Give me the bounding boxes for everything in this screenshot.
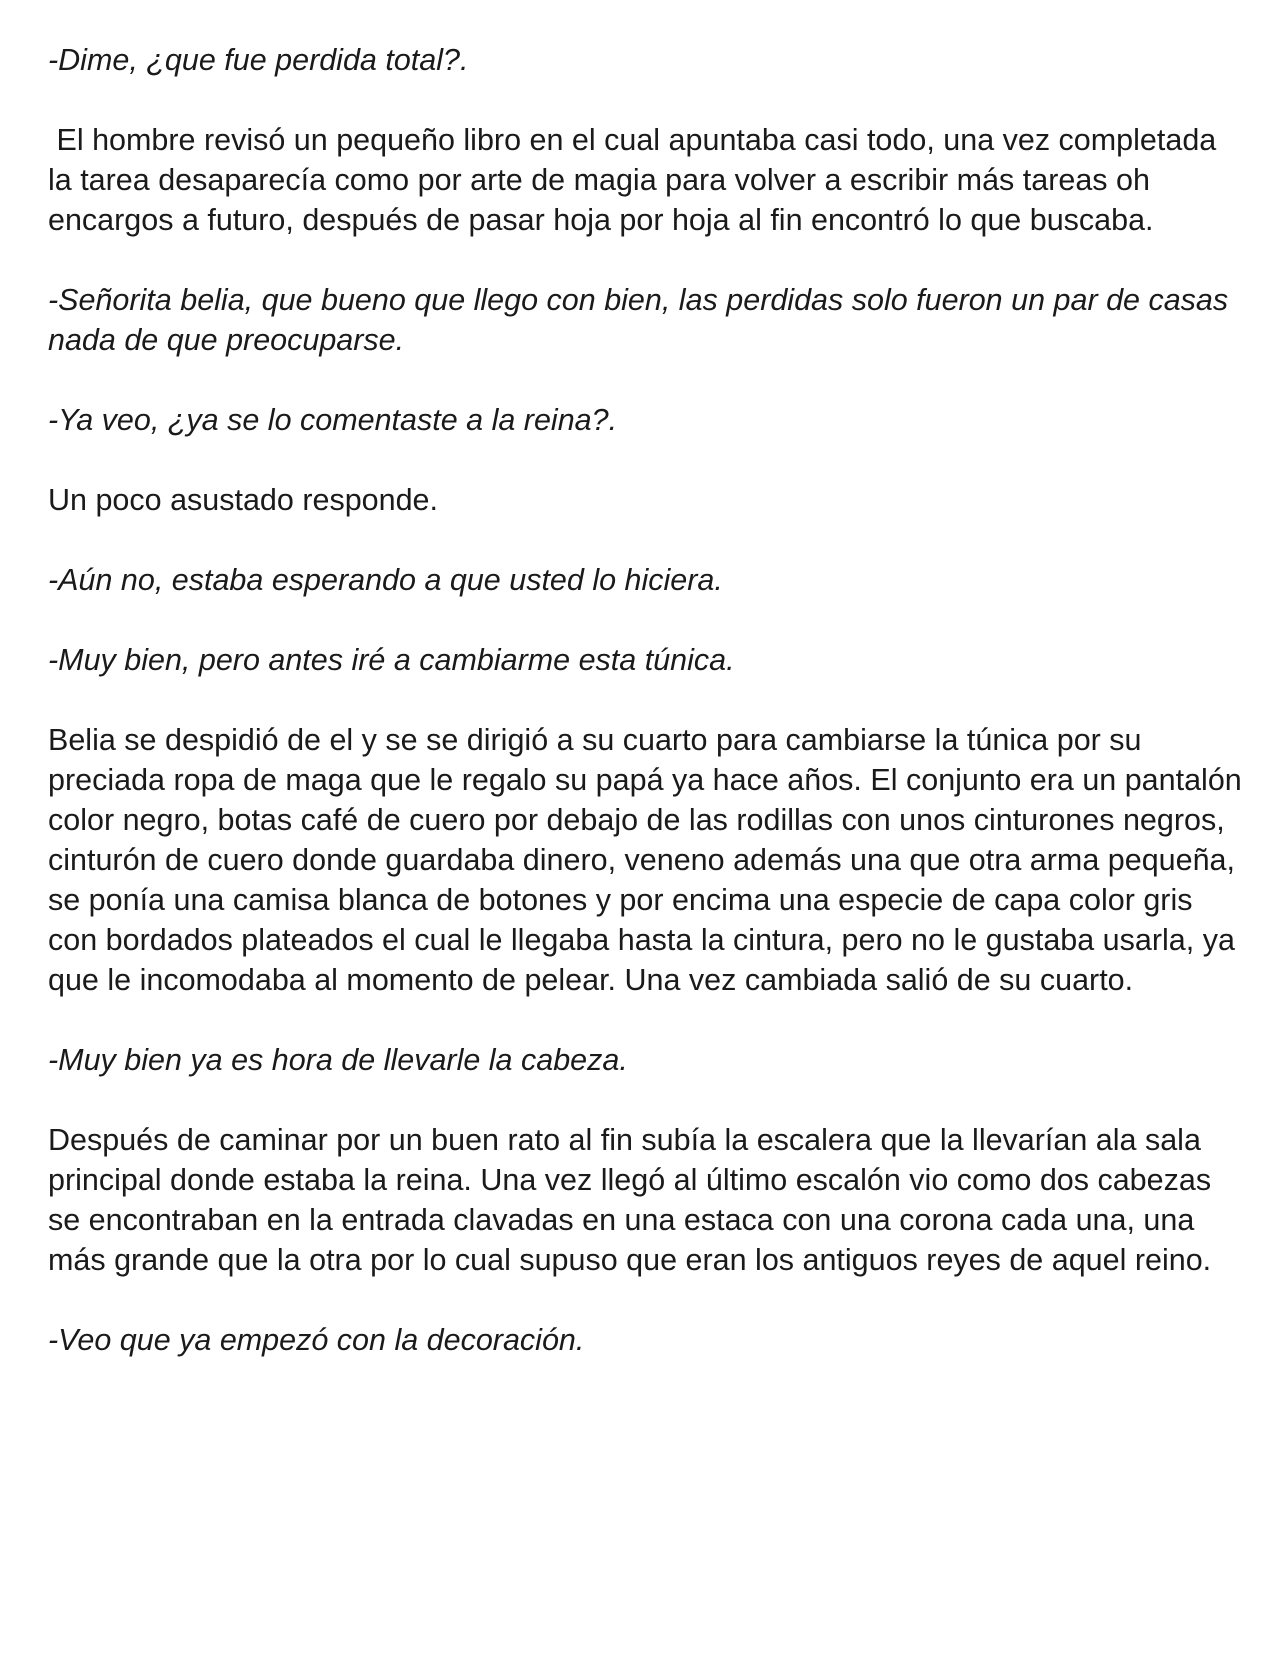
narration-paragraph: Después de caminar por un buen rato al fin subía la escalera que la llevarían ala sala principal donde estaba la reina. Una vez llegó al último escalón vio como dos cabezas se encontraban en la entrada clavadas en una estaca con una corona cada una, una más grande que la otra por lo cual supuso que eran los antiguos reyes de aquel reino. (48, 1123, 1220, 1277)
document-page (48, 40, 1251, 1400)
dialogue-paragraph: -Dime, ¿que fue perdida total?. (48, 43, 469, 77)
dialogue-paragraph: -Muy bien ya es hora de llevarle la cabeza. (48, 1043, 628, 1077)
dialogue-paragraph: -Muy bien, pero antes iré a cambiarme esta túnica. (48, 643, 735, 677)
dialogue-paragraph: -Aún no, estaba esperando a que usted lo hiciera. (48, 563, 723, 597)
narration-paragraph: Belia se despidió de el y se se dirigió a su cuarto para cambiarse la túnica por su preciada ropa de maga que le regalo su papá ya hace años. El conjunto era un pantalón color negro, botas café de cuero por debajo de las rodillas con unos cinturones negros, cinturón de cuero donde guardaba dinero, veneno además una que otra arma pequeña, se ponía una camisa blanca de botones y por encima una especie de capa color gris con bordados plateados el cual le llegaba hasta la cintura, pero no le gustaba usarla, ya que le incomodaba al momento de pelear. Una vez cambiada salió de su cuarto. (48, 723, 1251, 997)
narration-paragraph: El hombre revisó un pequeño libro en el cual apuntaba casi todo, una vez completada la tarea desaparecía como por arte de magia para volver a escribir más tareas oh encargos a futuro, después de pasar hoja por hoja al fin encontró lo que buscaba. (48, 123, 1225, 237)
dialogue-paragraph: -Veo que ya empezó con la decoración. (48, 1323, 585, 1357)
dialogue-paragraph: -Señorita belia, que bueno que llego con bien, las perdidas solo fueron un par de casas nada de que preocuparse. (48, 283, 1237, 357)
narration-paragraph: Un poco asustado responde. (48, 483, 438, 517)
dialogue-paragraph: -Ya veo, ¿ya se lo comentaste a la reina?. (48, 403, 618, 437)
